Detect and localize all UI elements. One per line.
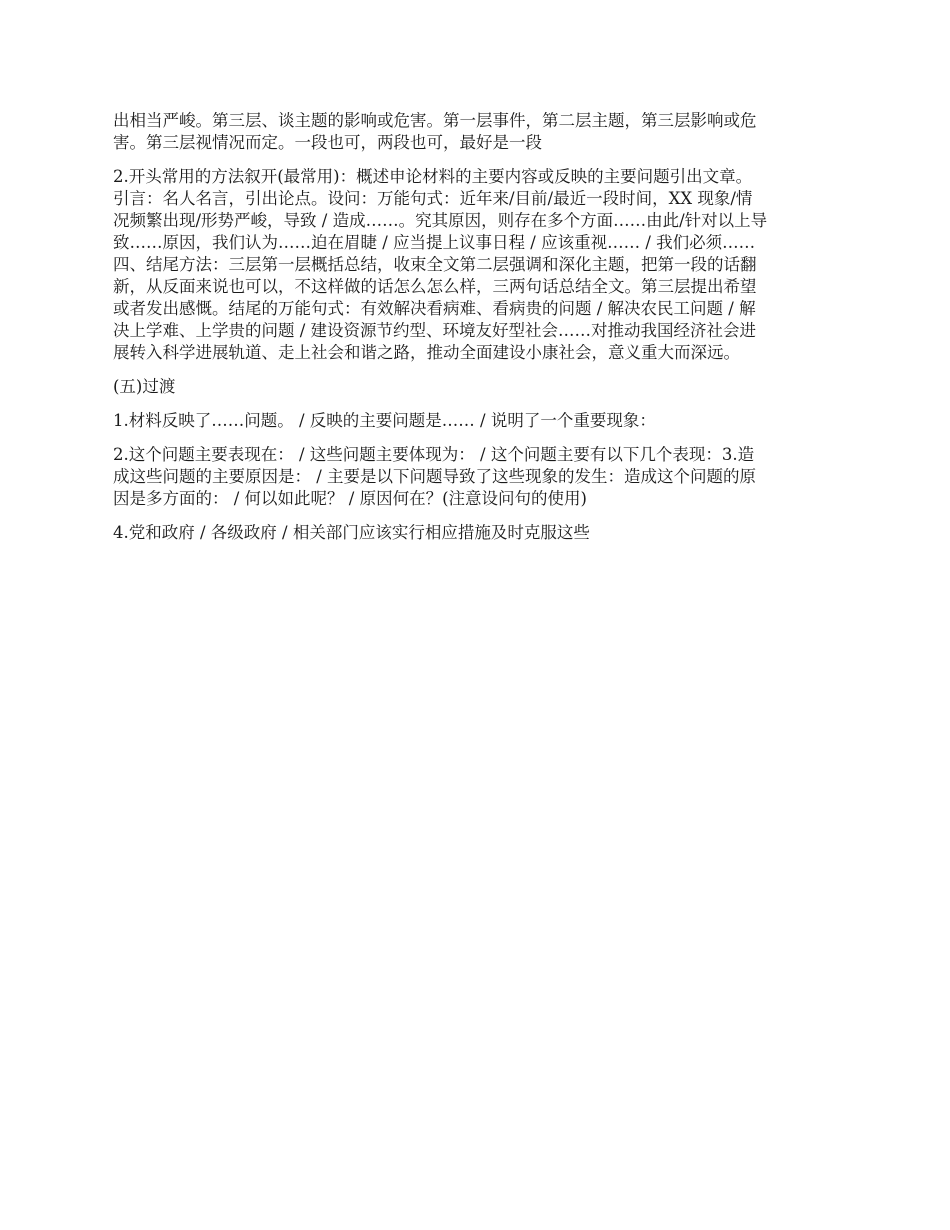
text-line: 成这些问题的主要原因是： / 主要是以下问题导致了这些现象的发生：造成这个问题的原 [113, 467, 757, 486]
text-line: 决上学难、上学贵的问题 / 建设资源节约型、环境友好型社会……对推动我国经济社会进 [113, 321, 757, 340]
text-line: 致……原因，我们认为……迫在眉睫 / 应当提上议事日程 / 应该重视…… / 我们必须…… [113, 233, 756, 252]
text-line: 况频繁出现/形势严峻，导致 / 造成……。究其原因，则存在多个方面……由此/针对以上导 [113, 211, 768, 230]
text-line: 因是多方面的： / 何以如此呢？ / 原因何在？(注意设问句的使用) [113, 489, 587, 508]
paragraph-2 [113, 166, 839, 364]
text-line: 新，从反面来说也可以，不这样做的话怎么怎么样，三两句话总结全文。第三层提出希望 [113, 277, 757, 296]
text-line: 出相当严峻。第三层、谈主题的影响或危害。第一层事件，第二层主题，第三层影响或危 [113, 111, 757, 130]
text-line: 害。第三层视情况而定。一段也可，两段也可，最好是一段 [113, 133, 542, 152]
text-line: 2.这个问题主要表现在： / 这些问题主要体现为： / 这个问题主要有以下几个表现：3.造 [113, 445, 755, 464]
text-line: (五)过渡 [113, 377, 176, 396]
text-line: 引言：名人名言，引出论点。设问：万能句式：近年来/目前/最近一段时间，XX 现象/情 [113, 189, 753, 208]
text-line: 展转入科学进展轨道、走上社会和谐之路，推动全面建设小康社会，意义重大而深远。 [113, 343, 740, 362]
paragraph-1 [113, 110, 839, 154]
paragraph-4 [113, 410, 839, 432]
section-heading-transition [113, 376, 839, 398]
text-line: 四、结尾方法：三层第一层概括总结，收束全文第二层强调和深化主题，把第一段的话翻 [113, 255, 757, 274]
document-page [113, 110, 839, 556]
text-line: 或者发出感慨。结尾的万能句式：有效解决看病难、看病贵的问题 / 解决农民工问题 / 解 [113, 299, 756, 318]
paragraph-5 [113, 444, 839, 510]
text-line: 1.材料反映了……问题。 / 反映的主要问题是…… / 说明了一个重要现象： [113, 411, 656, 430]
text-line: 4.党和政府 / 各级政府 / 相关部门应该实行相应措施及时克服这些 [113, 523, 590, 542]
paragraph-6 [113, 522, 839, 544]
text-line: 2.开头常用的方法叙开(最常用)：概述申论材料的主要内容或反映的主要问题引出文章。 [113, 167, 753, 186]
